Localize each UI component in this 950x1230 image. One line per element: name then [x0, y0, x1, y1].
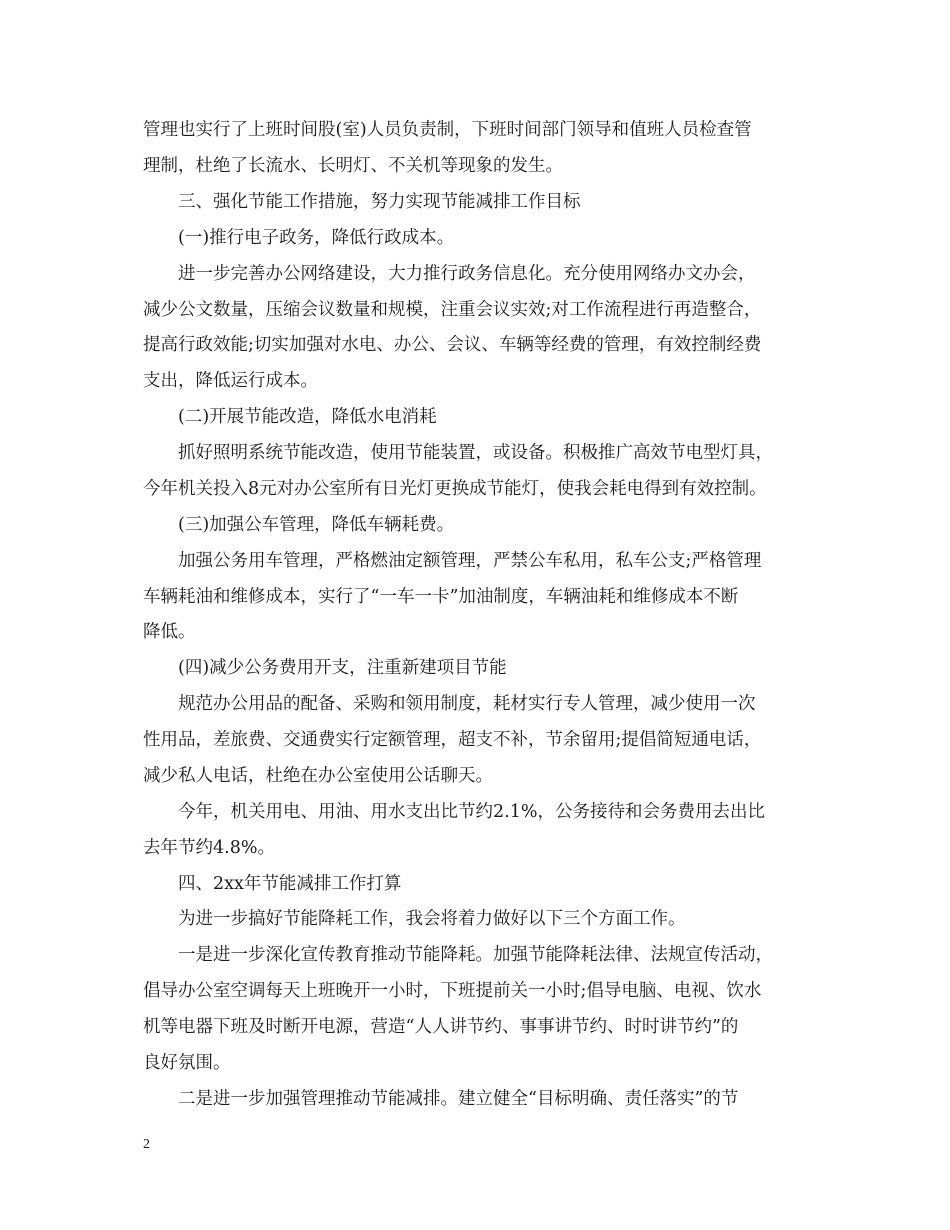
text-line: 理制，杜绝了长流水、长明灯、不关机等现象的发生。 [143, 156, 563, 176]
text-line: 倡导办公室空调每天上班晚开一小时，下班提前关一小时;倡导电脑、电视、饮水 [143, 981, 762, 1001]
section-heading: 三、强化节能工作措施，努力实现节能减排工作目标 [178, 192, 581, 212]
subsection-heading: (二)开展节能改造，降低水电消耗 [178, 407, 437, 427]
text-line: 支出，降低运行成本。 [143, 371, 318, 391]
text-line: 一是进一步深化宣传教育推动节能降耗。加强节能降耗法律、法规宣传活动， [178, 945, 773, 965]
text-line: 今年，机关用电、用油、用水支出比节约2.1%，公务接待和会务费用去出比 [178, 802, 765, 822]
text-line: 去年节约4.8%。 [143, 838, 275, 858]
section-heading: 四、2xx年节能减排工作打算 [178, 874, 402, 894]
text-line: 规范办公用品的配备、采购和领用制度，耗材实行专人管理，减少使用一次 [178, 694, 756, 714]
subsection-heading: (一)推行电子政务，降低行政成本。 [178, 228, 455, 248]
text-line: 管理也实行了上班时间股(室)人员负责制，下班时间部门领导和值班人员检查管 [143, 120, 752, 140]
subsection-heading: (三)加强公车管理，降低车辆耗费。 [178, 515, 455, 535]
text-line: 进一步完善办公网络建设，大力推行政务信息化。充分使用网络办文办会， [178, 264, 756, 284]
text-line: 为进一步搞好节能降耗工作，我会将着力做好以下三个方面工作。 [178, 909, 686, 929]
text-line: 抓好照明系统节能改造，使用节能装置，或设备。积极推广高效节电型灯具， [178, 443, 773, 463]
text-line: 减少公文数量，压缩会议数量和规模，注重会议实效;对工作流程进行再造整合， [143, 300, 762, 320]
text-line: 良好氛围。 [143, 1053, 231, 1073]
text-line: 性用品，差旅费、交通费实行定额管理，超支不补，节余留用;提倡简短通电话， [143, 730, 762, 750]
text-line: 提高行政效能;切实加强对水电、办公、会议、车辆等经费的管理，有效控制经费 [143, 335, 762, 355]
text-line: 二是进一步加强管理推动节能减排。建立健全“目标明确、责任落实”的节 [178, 1089, 739, 1109]
text-line: 加强公务用车管理，严格燃油定额管理，严禁公车私用，私车公支;严格管理 [178, 551, 762, 571]
text-line: 车辆耗油和维修成本，实行了“一车一卡”加油制度，车辆油耗和维修成本不断 [143, 587, 739, 607]
text-line: 降低。 [143, 622, 196, 642]
text-line: 今年机关投入8元对办公室所有日光灯更换成节能灯，使我会耗电得到有效控制。 [143, 479, 767, 499]
text-line: 减少私人电话，杜绝在办公室使用公话聊天。 [143, 766, 493, 786]
text-line: 机等电器下班及时断开电源，营造“人人讲节约、事事讲节约、时时讲节约”的 [143, 1017, 739, 1037]
page-number: 2 [143, 1137, 150, 1152]
subsection-heading: (四)减少公务费用开支，注重新建项目节能 [178, 658, 507, 678]
